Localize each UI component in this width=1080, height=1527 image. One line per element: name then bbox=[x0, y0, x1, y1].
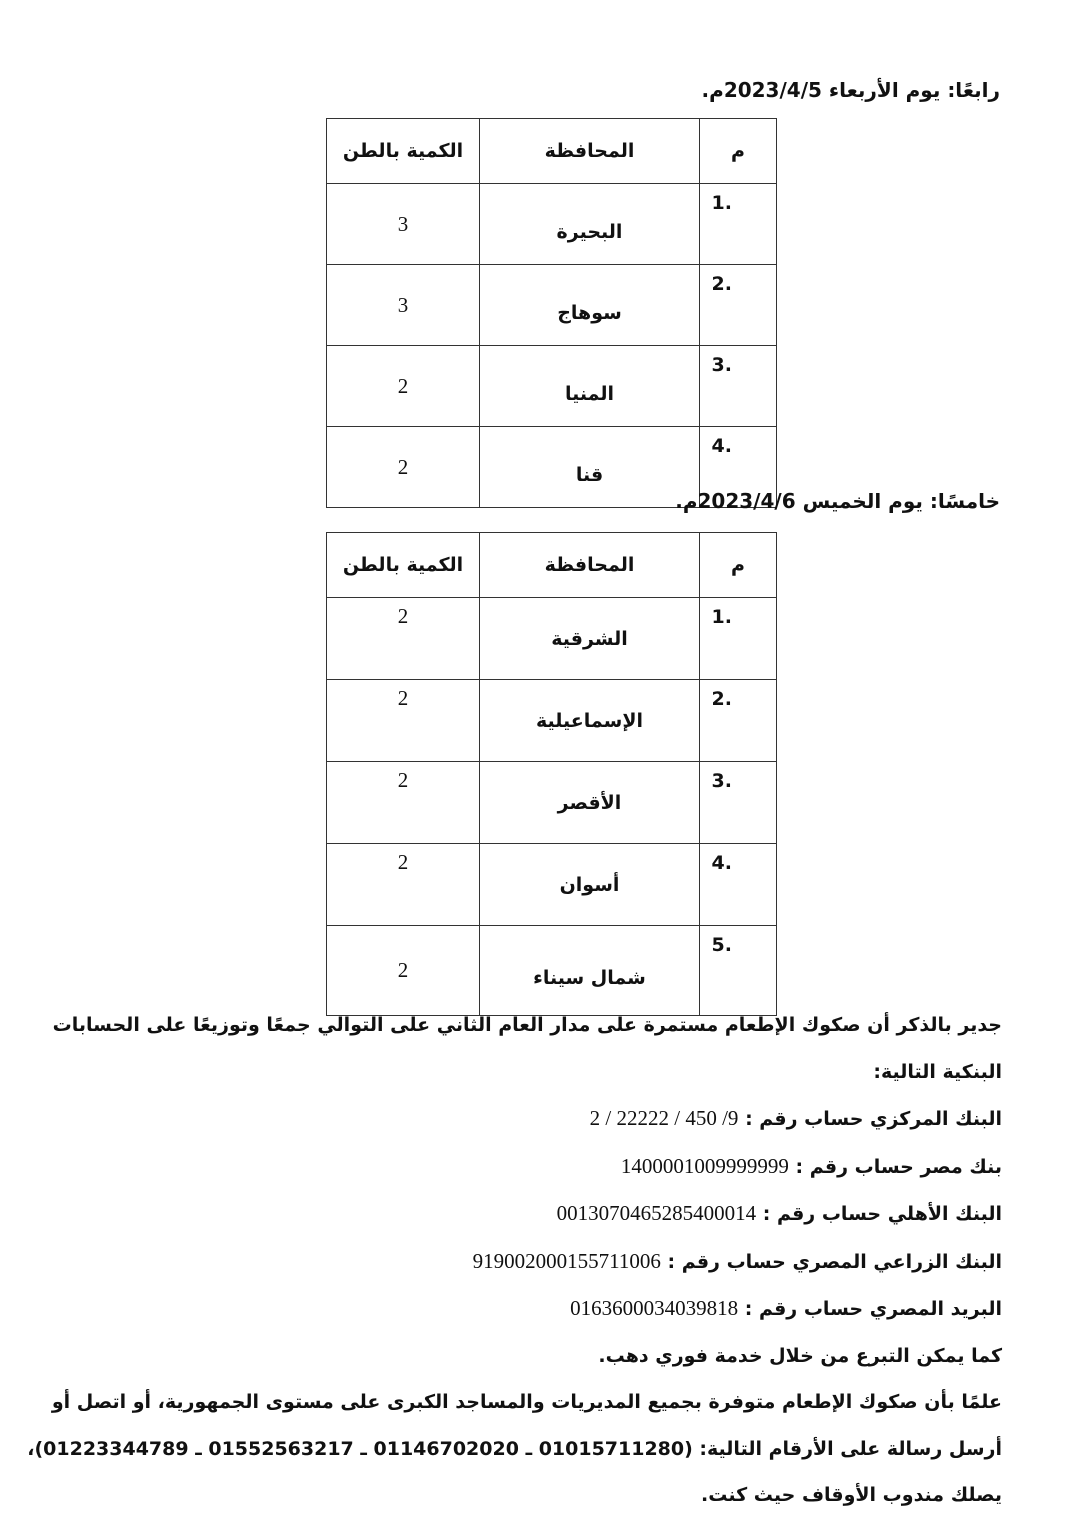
row-quantity: 2 bbox=[327, 926, 480, 1016]
row-governorate: الشرقية bbox=[480, 598, 700, 680]
table-row bbox=[327, 844, 777, 926]
account-line bbox=[80, 1285, 1002, 1333]
row-governorate: قنا bbox=[480, 427, 700, 508]
header-index: م bbox=[700, 119, 777, 184]
row-index: 2. bbox=[711, 688, 732, 710]
intro-line: البنكية التالية: bbox=[873, 1060, 1002, 1083]
row-quantity: 2 bbox=[327, 598, 480, 680]
intro-line: جدير بالذكر أن صكوك الإطعام مستمرة على مدار العام الثاني على التوالي جمعًا وتوزيعًا على الحسابات bbox=[52, 1014, 1002, 1036]
account-label: البريد المصري حساب رقم : bbox=[744, 1298, 1002, 1320]
account-label: بنك مصر حساب رقم : bbox=[795, 1155, 1002, 1178]
section-5-table bbox=[326, 532, 777, 1016]
account-number: 0163600034039818 bbox=[570, 1296, 739, 1320]
section-4-heading: رابعًا: يوم الأربعاء 2023/4/5م. bbox=[701, 78, 1000, 102]
row-index: 1. bbox=[711, 606, 732, 628]
account-number: 2 / 22222 / 450 /9 bbox=[589, 1106, 739, 1130]
row-index: 2. bbox=[711, 273, 732, 295]
row-governorate: سوهاج bbox=[480, 265, 700, 346]
row-quantity: 3 bbox=[327, 184, 480, 265]
row-quantity: 2 bbox=[327, 427, 480, 508]
table-row bbox=[327, 346, 777, 427]
header-quantity: الكمية بالطن bbox=[327, 119, 480, 184]
account-line bbox=[80, 1095, 1002, 1143]
table-row bbox=[327, 680, 777, 762]
account-line bbox=[80, 1238, 1002, 1286]
closing-line: علمًا بأن صكوك الإطعام متوفرة بجميع المديريات والمساجد الكبرى على مستوى الجمهورية، أو اتصل أو bbox=[51, 1391, 1002, 1413]
section-4-table bbox=[326, 118, 777, 508]
row-index: 3. bbox=[711, 354, 732, 376]
row-governorate: المنيا bbox=[480, 346, 700, 427]
row-governorate: الإسماعيلية bbox=[480, 680, 700, 762]
header-quantity: الكمية بالطن bbox=[327, 533, 480, 598]
account-line bbox=[80, 1190, 1002, 1238]
section-5-heading: خامسًا: يوم الخميس 2023/4/6م. bbox=[675, 489, 1000, 513]
account-label: البنك الزراعي المصري حساب رقم : bbox=[667, 1250, 1002, 1273]
row-index: 1. bbox=[711, 192, 732, 214]
header-index: م bbox=[700, 533, 777, 598]
row-governorate: الأقصر bbox=[480, 762, 700, 844]
header-governorate: المحافظة bbox=[480, 119, 700, 184]
table-header-row bbox=[327, 533, 777, 598]
row-index: 4. bbox=[711, 435, 732, 457]
table-header-row bbox=[327, 119, 777, 184]
account-label: البنك المركزي حساب رقم : bbox=[745, 1108, 1002, 1130]
row-governorate: أسوان bbox=[480, 844, 700, 926]
row-quantity: 2 bbox=[327, 680, 480, 762]
row-quantity: 3 bbox=[327, 265, 480, 346]
closing-line: أرسل رسالة على الأرقام التالية: (01015711280 ـ 01146702020 ـ 01552563217 ـ 01223344789)، bbox=[27, 1437, 1002, 1460]
row-governorate: شمال سيناء bbox=[480, 926, 700, 1016]
row-quantity: 2 bbox=[327, 346, 480, 427]
account-number: 0013070465285400014 bbox=[556, 1201, 757, 1225]
row-index: 5. bbox=[711, 934, 732, 956]
fawry-line: كما يمكن التبرع من خلال خدمة فوري دهب. bbox=[598, 1344, 1002, 1367]
table-row bbox=[327, 598, 777, 680]
row-index: 3. bbox=[711, 770, 732, 792]
row-quantity: 2 bbox=[327, 844, 480, 926]
donation-note bbox=[27, 1002, 1002, 1519]
table-row bbox=[327, 184, 777, 265]
account-number: 1400001009999999 bbox=[620, 1153, 789, 1178]
row-index: 4. bbox=[711, 852, 732, 874]
header-governorate: المحافظة bbox=[480, 533, 700, 598]
account-label: البنك الأهلي حساب رقم : bbox=[762, 1203, 1002, 1225]
account-line bbox=[80, 1143, 1002, 1191]
row-governorate: البحيرة bbox=[480, 184, 700, 265]
closing-line: يصلك مندوب الأوقاف حيث كنت. bbox=[701, 1484, 1002, 1506]
account-number: 919002000155711006 bbox=[472, 1248, 661, 1273]
row-quantity: 2 bbox=[327, 762, 480, 844]
table-row bbox=[327, 762, 777, 844]
table-row bbox=[327, 265, 777, 346]
